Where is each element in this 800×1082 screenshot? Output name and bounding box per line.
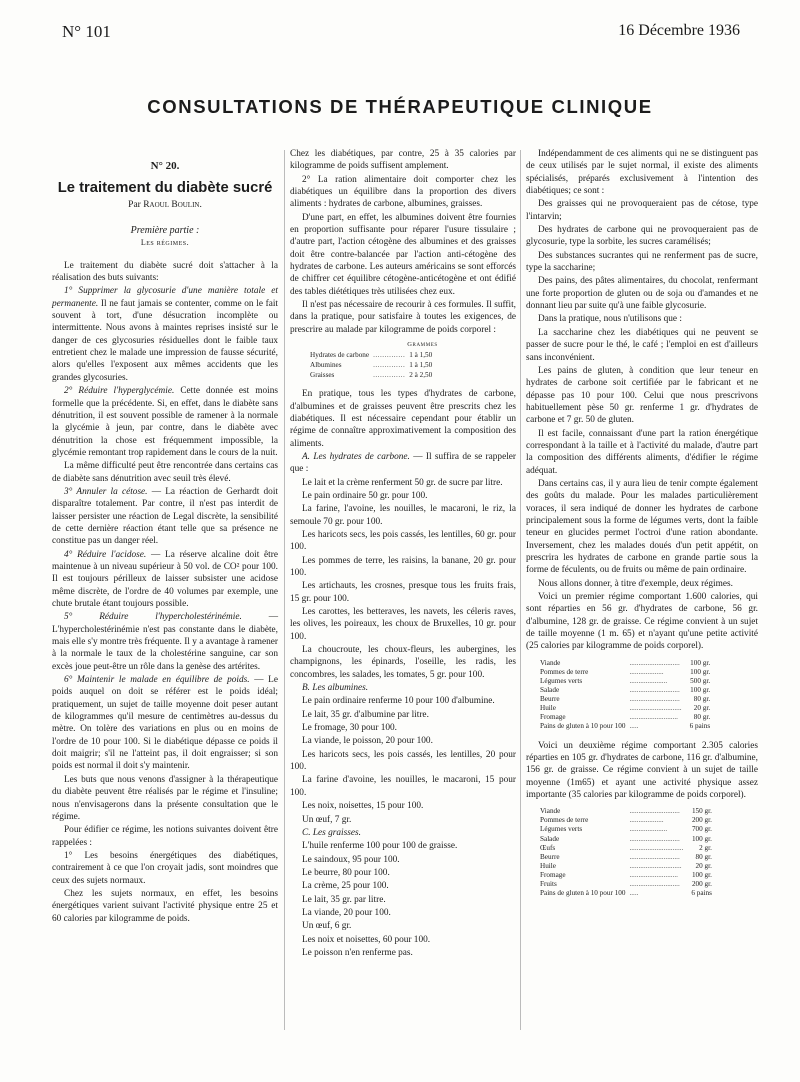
nutrient-label: Hydrates de carbone: [310, 351, 370, 360]
leader-dots: .....: [629, 722, 639, 731]
food-name: Pains de gluten à 10 pour 100: [540, 889, 626, 898]
paragraph: [52, 549, 278, 611]
article-number: N° 20.: [150, 160, 180, 172]
section-heading: [290, 827, 516, 839]
paragraph: [52, 385, 278, 459]
leader-dots: ..............: [373, 371, 406, 380]
food-name: Pains de gluten à 10 pour 100: [540, 722, 626, 731]
leader-dots: ............................: [629, 695, 680, 704]
leader-dots: .....................: [629, 676, 668, 685]
grams-header: Grammes: [407, 341, 438, 349]
nutrient-label: Albumines: [310, 361, 342, 370]
food-quantity: 6 pains: [689, 722, 711, 731]
goal-text: — Le poids auquel on doit se référer est le poids idéal; pratiquement, un sujet de taille moyenne doit peser autant de kilogrammes qu'il mesure de centimètres au-dessus du mètre. On tolère des variations en plus ou en moins de l'ordre de 10 pour 100. Si le diabétique dépasse ce poids il doit maigrir; s'il ne l'atteint pas, il doit engraisser; si son poids est normal il doit s'y maintenir.: [52, 675, 278, 772]
issue-date: 16 Décembre 1936: [618, 22, 740, 39]
paragraph: Chez les diabétiques, par contre, 25 à 35 calories par kilogramme de poids suffisent amplement.: [290, 149, 516, 172]
food-quantity: 6 pains: [691, 889, 712, 898]
leader-dots: ..............: [373, 361, 406, 370]
paragraph: Nous allons donner, à titre d'exemple, deux régimes.: [538, 578, 733, 589]
nutrient-value: 2 à 2,50: [409, 371, 433, 380]
food-quantity: 100 gr.: [691, 870, 712, 879]
paragraph: [290, 451, 516, 476]
food-line: Le beurre, 80 pour 100.: [302, 867, 390, 878]
paragraph: Il n'est pas nécessaire de recourir à ces formules. Il suffit, dans la pratique, pour satisfaire à toutes les exigences, de prescrire au malade par kilogramme de poids corporel :: [290, 300, 516, 335]
paragraph: D'une part, en effet, les albumines doivent être fournies en proportion suffisante pour réparer l'usure tissulaire ; d'autre part, l'action cétogène des albumines et des graisses doit être contre-balancée par l'action anti-cétogène des hydrates de carbone. Les auteurs américains se sont efforcés de chiffrer cet équilibre cétogène-anticétogène et ont édifié des tables diététiques très utilisées chez eux.: [290, 212, 516, 297]
food-quantity: 20 gr.: [695, 861, 712, 870]
nutrient-value: 1 à 1,50: [409, 361, 433, 370]
paragraph: Le traitement du diabète sucré doit s'attacher à la réalisation des buts suivants:: [52, 260, 278, 284]
food-line: La crème, 25 pour 100.: [302, 881, 389, 892]
food-name: Huile: [540, 704, 556, 713]
section-title: CONSULTATIONS DE THÉRAPEUTIQUE CLINIQUE: [147, 96, 653, 117]
food-quantity: 80 gr.: [693, 713, 711, 722]
leader-dots: ..............................: [629, 843, 684, 852]
food-name: Beurre: [540, 695, 560, 704]
goal-label: 3° Annuler la cétose.: [64, 486, 148, 497]
table-row: [538, 844, 714, 853]
food-name: Fromage: [540, 870, 566, 879]
paragraph: Dans certains cas, il y aura lieu de tenir compte également des goûts du malade. Pour les malades particulièrement voraces, il sera indiqué de donner les hydrates de carbone principalement sous la forme de légumes verts, dont la faible teneur en glucides permet l'octroi d'une ration abondante. Inversement, chez les malades doués d'un petit appétit, on prescrira les hydrates de carbone en grande partie sous la forme de féculents, ou de fruits ou même de pain ordinaire.: [526, 478, 758, 576]
part-subtitle: Les régimes.: [140, 238, 190, 248]
food-name: Fruits: [540, 879, 557, 888]
table-row: [538, 880, 714, 889]
food-quantity: 200 gr.: [691, 879, 712, 888]
food-name: Salade: [540, 834, 560, 843]
food-line: Le pain ordinaire renferme 10 pour 100 d'albumine.: [302, 696, 495, 707]
food-quantity: 700 gr.: [691, 825, 712, 834]
food-line: Les pommes de terre, les raisins, la banane, 20 gr. pour 100.: [290, 555, 516, 578]
food-line: Le saindoux, 95 pour 100.: [302, 854, 400, 865]
food-line: Les noix, noisettes, 15 pour 100.: [302, 801, 424, 812]
paragraph: Des pains, des pâtes alimentaires, du chocolat, renfermant une forte proportion de gluten ou de soja ou d'amandes et ne donnant lieu par suite qu'à une faible glycosurie.: [526, 276, 758, 312]
food-line: Les haricots secs, les pois cassés, les lentilles, 20 pour 100.: [290, 749, 516, 773]
paragraph: 1° Les besoins énergétiques des diabétiques, contrairement à ce que l'on croyait jadis, sont moindres que ceux des sujets normaux.: [52, 850, 278, 886]
food-line: Le lait, 35 gr. par litre.: [302, 894, 386, 905]
article-byline: [52, 199, 278, 211]
table-row: [538, 686, 712, 695]
goal-label: 5° Réduire l'hypercholestérinémie.: [64, 612, 242, 623]
table-row: [538, 862, 714, 871]
food-name: Viande: [540, 658, 561, 667]
table-row: [538, 713, 712, 722]
paragraph: [52, 674, 278, 773]
food-name: Pommes de terre: [540, 667, 589, 676]
section-label: B. Les albumines.: [302, 683, 369, 694]
goal-label: 6° Maintenir le malade en équilibre de poids.: [64, 675, 250, 686]
table-row: [538, 807, 714, 816]
section-label: C. Les graisses.: [302, 827, 361, 838]
issue-number: N° 101: [62, 22, 111, 41]
nutrient-value: 1 à 1,50: [409, 351, 433, 360]
food-name: Œufs: [540, 843, 556, 852]
paragraph: En pratique, tous les types d'hydrates de carbone, d'albumines et de graisses peuvent être prescrits chez les diabétiques. Il est nécessaire cependant pour établir un régime de connaître approximativement la composition des aliments.: [290, 389, 516, 449]
leader-dots: .............................: [629, 704, 682, 713]
regime-1-table: [538, 659, 712, 732]
food-name: Huile: [540, 861, 556, 870]
paragraph: La saccharine chez les diabétiques qui ne peuvent se passer de sucre pour le thé, le café ; l'emploi en est d'ailleurs sans inconvénient.: [526, 327, 758, 363]
leader-dots: ............................: [629, 852, 680, 861]
food-quantity: 20 gr.: [693, 704, 711, 713]
table-row: [538, 722, 712, 731]
paragraph: [52, 611, 278, 673]
table-row: [538, 889, 714, 898]
article-title: Le traitement du diabète sucré: [57, 180, 273, 197]
section-heading: [290, 682, 516, 694]
food-line: Les noix et noisettes, 60 pour 100.: [302, 934, 431, 945]
column-3: [526, 148, 758, 906]
goal-text: Il ne faut jamais se contenter, comme on le fait souvent à tort, d'une désucration incomplète ou intermittente. Nous avons à maintes reprises insisté sur le danger de ces glycosuries résiduelles dont le faible taux entretient chez le malade une impression de fausse sécurité, alors qu'elles l'exposent aux mêmes accidents que les grandes glycosuries.: [52, 298, 278, 383]
paragraph: Pour édifier ce régime, les notions suivantes doivent être rappelées :: [52, 825, 278, 848]
paragraph: Les buts que nous venons d'assigner à la thérapeutique du diabète peuvent être réalisés par le régime et l'insuline; nous n'envisagerons dans la présente consultation que le régime.: [52, 774, 278, 822]
table-row: [538, 704, 712, 713]
paragraph: 2° La ration alimentaire doit comporter chez les diabétiques un équilibre dans la proportion des divers aliments : hydrates de carbone, albumines, graisses.: [290, 174, 516, 210]
food-line: Le pain ordinaire 50 gr. pour 100.: [302, 490, 428, 501]
column-1: [52, 148, 278, 926]
food-name: Fromage: [540, 713, 566, 722]
food-name: Légumes verts: [540, 825, 583, 834]
paragraph: Des substances sucrantes qui ne renferment pas de sucre, type la saccharine;: [526, 250, 758, 274]
section-text: — Il suffira de se rappeler que :: [290, 451, 516, 475]
table-row: [538, 677, 712, 686]
column-divider: [520, 150, 521, 1030]
goal-text: — La réaction de Gerhardt doit disparaître totalement. Par contre, il n'est pas interdit de laisser persister une réaction de Legal discrète, la sensibilité de cette dernière réaction étant telle que sa présence ne constitue pas un danger réel.: [52, 486, 278, 547]
food-line: La viande, 20 pour 100.: [302, 907, 391, 918]
food-quantity: 150 gr.: [691, 807, 712, 816]
leader-dots: ............................: [629, 658, 680, 667]
leader-dots: ...........................: [629, 870, 678, 879]
author-name: Raoul Boulin.: [143, 199, 202, 210]
food-line: Un œuf, 6 gr.: [302, 921, 352, 932]
food-name: Pommes de terre: [540, 816, 589, 825]
goal-text: — La réserve alcaline doit être maintenue à un niveau supérieur à 50 vol. de CO² pour 100. Il est toujours périlleux de laisser subsister une acidose même discrète, de l'ordre de 40 volumes par exemple, une chute brutale étant toujours possible.: [52, 549, 278, 609]
table-row: [538, 835, 714, 844]
leader-dots: ...........................: [629, 713, 678, 722]
grams-table: [308, 340, 438, 380]
food-quantity: 100 gr.: [690, 667, 711, 676]
food-quantity: 80 gr.: [695, 852, 712, 861]
food-quantity: 100 gr.: [690, 658, 711, 667]
paragraph: Chez les sujets normaux, en effet, les besoins énergétiques varient suivant l'activité physique entre 25 et 60 calories par kilogramme de poids.: [52, 888, 278, 924]
food-line: Le fromage, 30 pour 100.: [302, 723, 398, 734]
paragraph: Des graisses qui ne provoqueraient pas de cétose, type l'intarvin;: [526, 199, 758, 222]
food-line: Les artichauts, les crosnes, presque tous les fruits frais, 15 gr. pour 100.: [290, 581, 516, 604]
food-line: Le lait et la crème renferment 50 gr. de sucre par litre.: [302, 477, 503, 488]
paragraph: Il est facile, connaissant d'une part la ration énergétique correspondant à la taille et à l'activité du malade, d'autre part la composition des différents aliments, d'édifier le régime adéquat.: [526, 428, 758, 476]
table-row: [538, 659, 712, 668]
table-row: [538, 853, 714, 862]
table-row: [538, 695, 712, 704]
goal-text: Cette donnée est moins formelle que la précédente. Si, en effet, dans le diabète sans dénutrition, il est souvent possible de ramener à la normale la glycémie à jeun, par contre, dans le diabète avec dénutrition la chose est fréquemment impossible, la glycémie remontant trop rapidement dans le cours de la nuit.: [52, 386, 278, 458]
leader-dots: ..............: [373, 351, 406, 360]
paragraph: Indépendamment de ces aliments qui ne se distinguent pas de ceux utilisés par le sujet normal, il existe des aliments spécialisés, préparés exclusivement à l'intention des diabétiques; ce sont :: [526, 149, 758, 197]
table-row: [538, 816, 714, 825]
paragraph: Dans la pratique, nous n'utilisons que :: [538, 314, 682, 325]
paragraph: Des hydrates de carbone qui ne provoqueraient pas de glycosurie, type la sorbite, les sucres caramélisés;: [526, 225, 758, 248]
leader-dots: ............................: [629, 686, 680, 695]
goal-label: 1° Supprimer la glycosurie d'une manière totale et permanente.: [52, 286, 278, 309]
paragraph: [52, 285, 278, 384]
food-name: Beurre: [540, 852, 560, 861]
food-line: L'huile renferme 100 pour 100 de graisse.: [302, 841, 458, 852]
leader-dots: ............................: [629, 834, 680, 843]
food-quantity: 500 gr.: [690, 676, 711, 685]
goal-label: 2° Réduire l'hyperglycémie.: [64, 386, 175, 397]
column-divider: [284, 150, 285, 1030]
food-line: La farine d'avoine, les nouilles, le macaroni, 15 pour 100.: [290, 775, 516, 798]
food-line: Les carottes, les betteraves, les navets, les céleris raves, les olives, les poireaux, les choux de Bruxelles, 10 gr. pour 100.: [290, 607, 516, 642]
part-heading: Première partie :: [130, 225, 200, 237]
food-quantity: 80 gr.: [693, 695, 711, 704]
table-row: [538, 871, 714, 880]
paragraph: Voici un deuxième régime comportant 2.305 calories réparties en 105 gr. d'hydrates de carbone, 116 gr. d'albumine, 156 gr. de graisse. Ce régime convient à un sujet de taille moyenne (1m65) et ayant une activité physique assez importante (35 calories par kilogramme de poids corporel).: [526, 740, 758, 800]
food-line: Les haricots secs, les pois cassés, les lentilles, 60 gr. pour 100.: [290, 529, 516, 553]
food-name: Légumes verts: [540, 676, 583, 685]
food-quantity: 100 gr.: [690, 686, 711, 695]
table-row: [308, 370, 438, 380]
table-row: [538, 825, 714, 834]
paragraph: Les pains de gluten, à condition que leur teneur en hydrates de carbone soit certifiée par le fabricant et ne dépasse pas 10 pour 100. Celui que nous prescrivons habituellement pèse 50 gr. renferme 1 gr. d'hydrates de carbone et 7 gr. 50 de gluten.: [526, 365, 758, 426]
food-line: Le lait, 35 gr. d'albumine par litre.: [302, 709, 429, 720]
leader-dots: ...................: [629, 816, 664, 825]
leader-dots: .............................: [629, 861, 682, 870]
regime-2-table: [538, 807, 714, 898]
paragraph: Voici un premier régime comportant 1.600 calories, qui sont réparties en 56 gr. d'hydrates de carbone, 56 gr. d'albumine, 128 gr. de graisse. Ce régime convient à un sujet de taille moyenne (1 m. 65) et n'ayant qu'une petite activité (25 calories par kilogramme de poids corporel).: [526, 592, 758, 652]
food-line: Un œuf, 7 gr.: [302, 814, 352, 825]
byline-prefix: Par: [128, 199, 141, 210]
table-row: [308, 360, 438, 370]
food-quantity: 2 gr.: [699, 843, 712, 852]
paragraph: [52, 486, 278, 548]
leader-dots: ............................: [629, 879, 680, 888]
goal-text: — L'hypercholestérinémie n'est pas constante dans le diabète, mais elle s'y montre très fréquente. Il y a avantage à ramener à la normale le taux de la cholestérine sanguine, car son excès joue peut-être un rôle dans la genèse des artérites.: [52, 612, 278, 672]
paragraph: La même difficulté peut être rencontrée dans certains cas de diabète sans dénutrition avec seuil très élevé.: [52, 461, 278, 484]
leader-dots: ...................: [629, 667, 664, 676]
food-line: La choucroute, les choux-fleurs, les aubergines, les champignons, les épinards, l'oseille, les radis, les concombres, les salades, les tomates, 5 gr. pour 100.: [290, 645, 516, 680]
food-quantity: 100 gr.: [691, 834, 712, 843]
column-2: [290, 148, 516, 960]
food-line: La farine, l'avoine, les nouilles, le macaroni, le riz, la semoule 70 gr. pour 100.: [290, 504, 516, 527]
goal-label: 4° Réduire l'acidose.: [64, 549, 147, 560]
food-name: Viande: [540, 807, 561, 816]
food-quantity: 200 gr.: [691, 816, 712, 825]
nutrient-label: Graisses: [310, 371, 335, 380]
leader-dots: .....: [629, 889, 639, 898]
table-row: [308, 350, 438, 360]
food-name: Salade: [540, 686, 560, 695]
table-row: [538, 668, 712, 677]
food-line: La viande, le poisson, 20 pour 100.: [302, 736, 433, 747]
section-label: A. Les hydrates de carbone.: [302, 451, 410, 462]
leader-dots: .....................: [629, 825, 668, 834]
food-line: Le poisson n'en renferme pas.: [302, 947, 413, 958]
leader-dots: ............................: [629, 807, 680, 816]
